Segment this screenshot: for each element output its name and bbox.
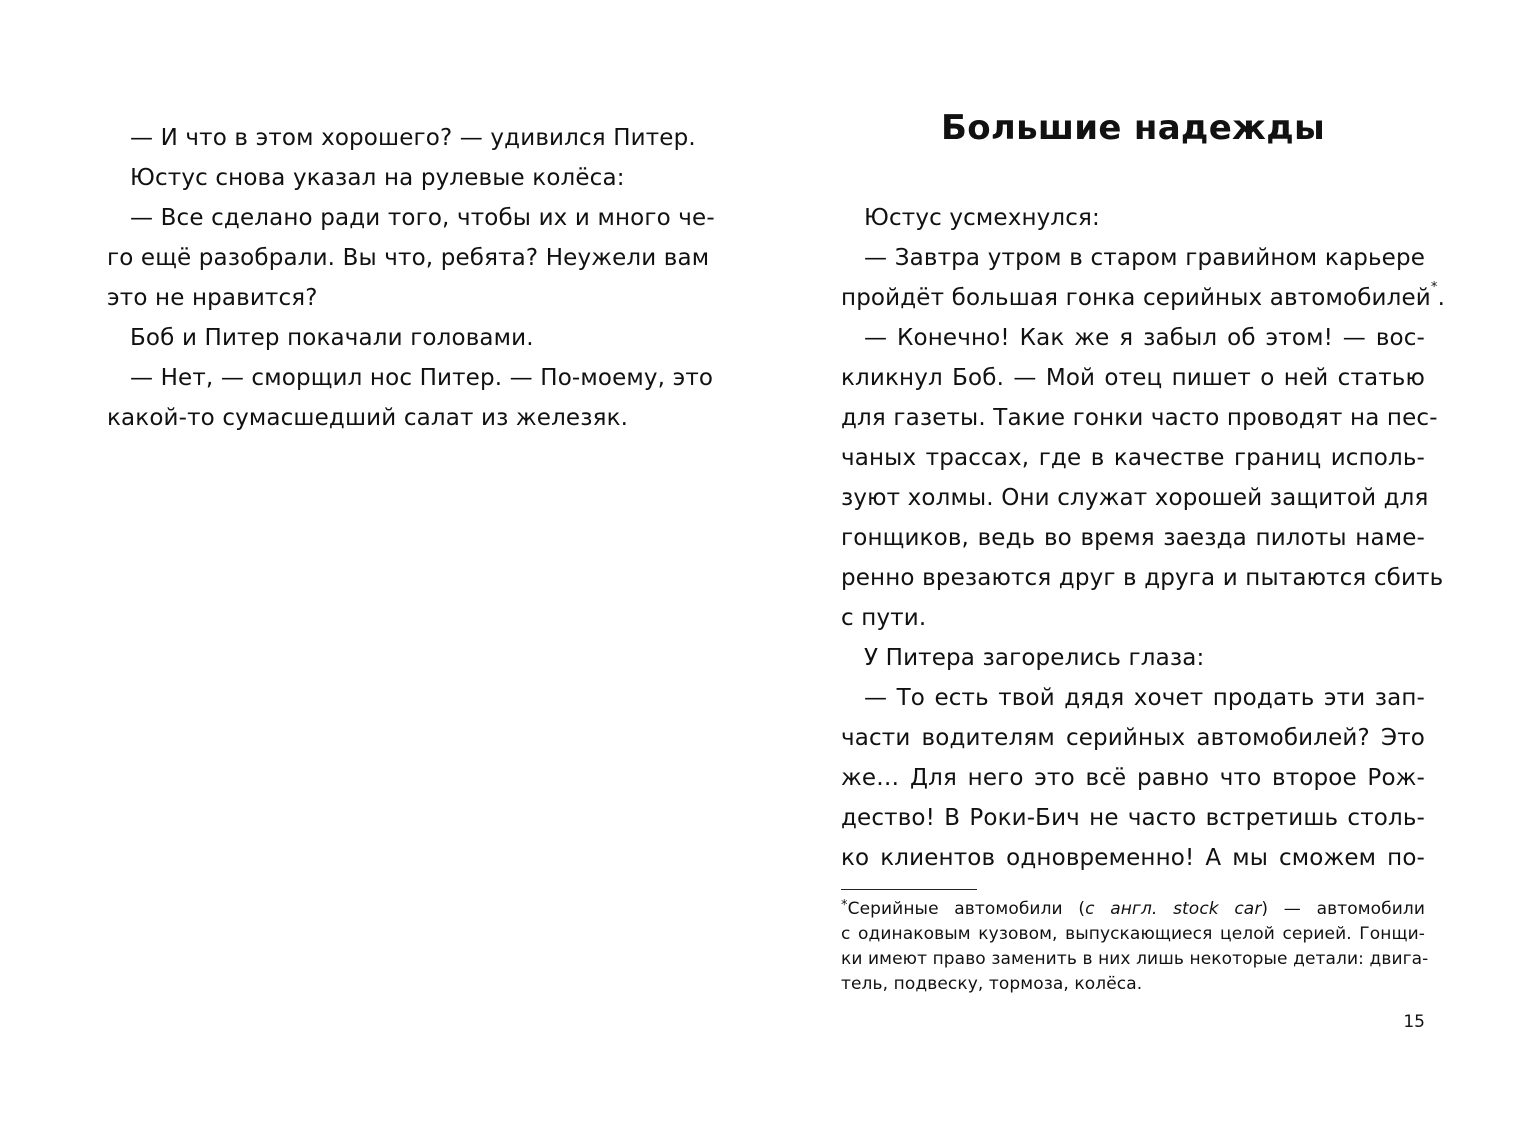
footnote-reference-marker: * — [1430, 280, 1438, 295]
text-line: — То есть твой дядя хочет продать эти зап- — [864, 685, 1425, 711]
text-line: кликнул Боб. — Мой отец пишет о ней статью — [841, 365, 1425, 391]
text-line: — И что в этом хорошего? — удивился Питер. — [130, 125, 696, 151]
text-line-with-footnote-ref — [841, 278, 1446, 318]
text-line: — Конечно! Как же я забыл об этом! — вос- — [864, 325, 1425, 351]
footnote-text: ) — автомобили — [1261, 899, 1425, 919]
left-page-text — [107, 118, 715, 438]
footnote-line: с одинаковым кузовом, выпускающиеся целой серией. Гонщи- — [841, 924, 1425, 944]
footnote-line: тель, подвеску, тормоза, колёса. — [841, 974, 1143, 994]
left-page — [0, 0, 765, 1125]
footnote-marker: * — [841, 898, 848, 913]
text-line: гонщиков, ведь во время заезда пилоты наме- — [841, 525, 1425, 551]
text-line: дество! В Роки-Бич не часто встретишь столь- — [841, 805, 1425, 831]
text-line: — Нет, — сморщил нос Питер. — По-моему, это — [130, 365, 714, 391]
text-line: го ещё разобрали. Вы что, ребята? Неужели вам — [107, 245, 710, 271]
text-line: части водителям серийных автомобилей? Это — [841, 725, 1425, 751]
sentence-period: . — [1437, 285, 1446, 311]
text-line: У Питера загорелись глаза: — [864, 645, 1205, 671]
text-line: чаных трассах, где в качестве границ исполь- — [841, 445, 1425, 471]
right-page — [765, 0, 1531, 1125]
footnote-line: ки имеют право заменить в них лишь некоторые детали: двига- — [841, 949, 1429, 969]
footnote-text: Серийные автомобили ( — [847, 899, 1086, 919]
footnote-italic-text: с англ. stock car — [1085, 899, 1262, 919]
right-page-text — [841, 198, 1446, 878]
text-line: ко клиентов одновременно! А мы сможем по- — [841, 845, 1425, 871]
text-line-content: пройдёт большая гонка серийных автомобилей — [841, 285, 1431, 311]
footnote-divider — [841, 889, 977, 890]
text-line: зуют холмы. Они служат хорошей защитой для — [841, 485, 1429, 511]
text-line: Юстус снова указал на рулевые колёса: — [130, 165, 625, 191]
text-line: какой-то сумасшедший салат из железяк. — [107, 405, 629, 431]
text-line: это не нравится? — [107, 285, 318, 311]
footnote-line — [841, 897, 1425, 922]
text-line: же… Для него это всё равно что второе Рож- — [841, 765, 1425, 791]
chapter-title: Большие надежды — [941, 108, 1325, 148]
text-line: — Все сделано ради того, чтобы их и много че- — [130, 205, 715, 231]
text-line: Боб и Питер покачали головами. — [130, 325, 534, 351]
footnote — [841, 897, 1429, 997]
page-number: 15 — [1403, 1012, 1425, 1032]
text-line: с пути. — [841, 605, 927, 631]
text-line: Юстус усмехнулся: — [864, 205, 1100, 231]
text-line: для газеты. Такие гонки часто проводят на пес- — [841, 405, 1438, 431]
text-line: ренно врезаются друг в друга и пытаются сбить — [841, 565, 1444, 591]
text-line: — Завтра утром в старом гравийном карьере — [864, 245, 1425, 271]
